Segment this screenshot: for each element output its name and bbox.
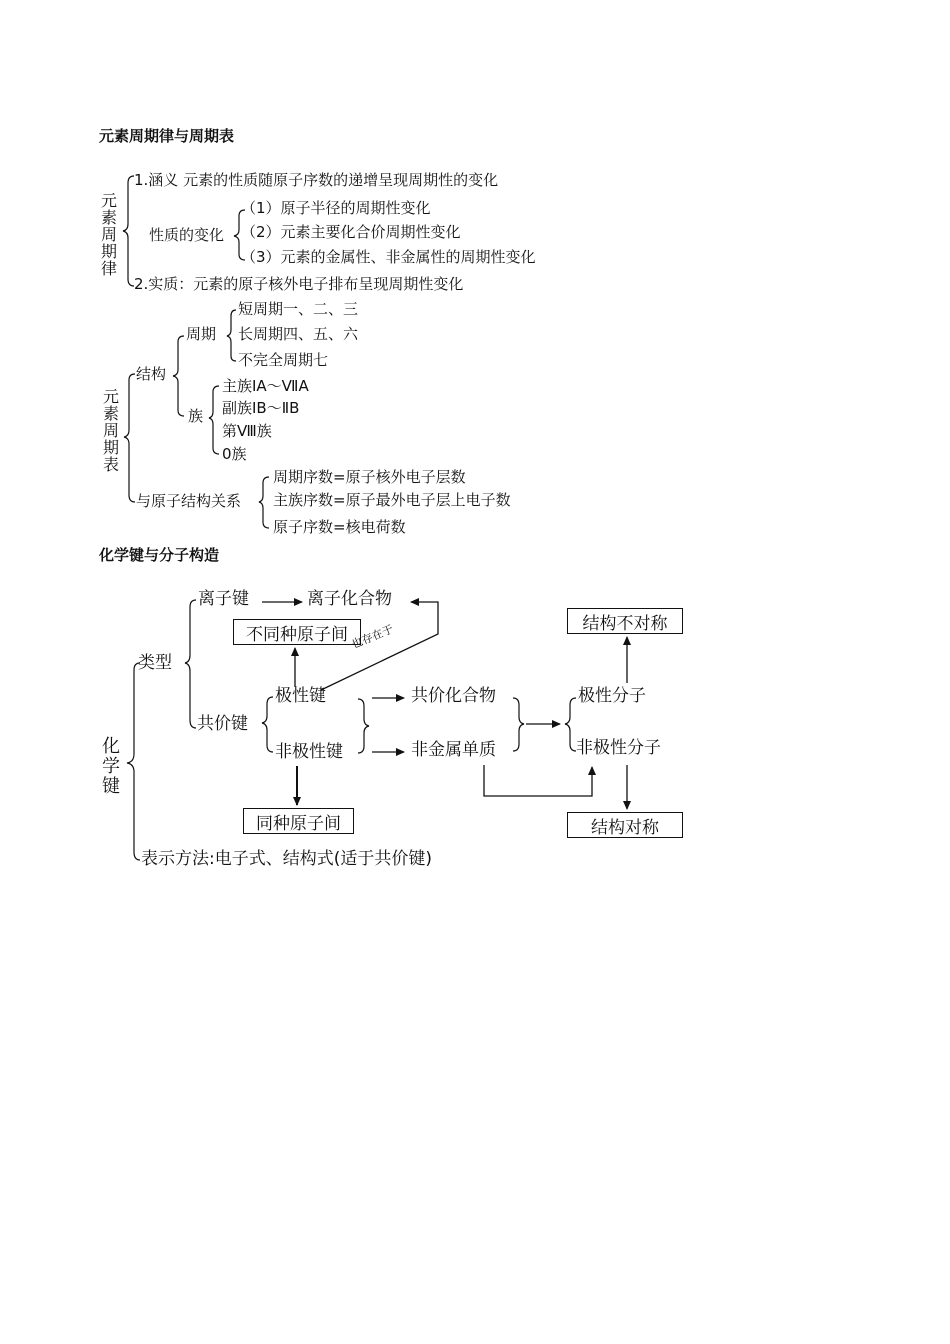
group-item: 第Ⅷ族 (222, 422, 272, 440)
brace-table (124, 374, 135, 502)
period-item: 短周期一、二、三 (238, 300, 359, 318)
law-meaning: 1.涵义 元素的性质随原子序数的递增呈现周期性的变化 (134, 171, 499, 189)
change-label: 性质的变化 (149, 226, 225, 244)
group-item: 主族ⅠA～ⅦA (222, 377, 309, 395)
same-atoms-box: 同种原子间 (243, 808, 354, 834)
brace-bonds-right (358, 699, 369, 753)
table-label: 元素周期表 (102, 387, 119, 474)
relation-item: 主族序数=原子最外电子层上电子数 (273, 491, 511, 509)
also-exists-label: 也存在于 (349, 622, 396, 652)
change-item: （1）原子半径的周期性变化 (241, 199, 431, 217)
period-item: 不完全周期七 (238, 351, 329, 369)
polar-bond: 极性键 (275, 686, 326, 706)
relation-item: 周期序数=原子核外电子层数 (273, 468, 466, 486)
law-label: 元素周期律 (100, 191, 117, 278)
arrow-element-to-nonpolar (484, 765, 592, 796)
section2-title: 化学键与分子构造 (99, 546, 220, 564)
nonmetal-element: 非金属单质 (411, 740, 496, 760)
relation-label: 与原子结构关系 (136, 492, 242, 510)
covalent-compound: 共价化合物 (411, 686, 496, 706)
symmetric-box: 结构对称 (567, 812, 683, 838)
period-label: 周期 (186, 325, 217, 343)
ionic-compound: 离子化合物 (307, 589, 392, 609)
change-item: （2）元素主要化合价周期性变化 (241, 223, 461, 241)
chemical-bond-root: 化学键 (102, 736, 120, 797)
brace-changes (234, 210, 245, 260)
nonpolar-molecule: 非极性分子 (576, 738, 661, 758)
relation-item: 原子序数=核电荷数 (273, 518, 406, 536)
group-item: 0族 (222, 445, 247, 463)
period-item: 长周期四、五、六 (238, 325, 359, 343)
braces (123, 176, 576, 860)
ionic-bond: 离子键 (198, 589, 249, 609)
arrows (262, 602, 627, 809)
brace-chemical-bond (127, 663, 140, 860)
arrow-also-exists (321, 602, 438, 690)
polar-molecule: 极性分子 (578, 686, 646, 706)
nonpolar-bond: 非极性键 (275, 742, 343, 762)
brace-group (209, 386, 219, 454)
section1-title: 元素周期律与周期表 (99, 127, 235, 145)
change-item: （3）元素的金属性、非金属性的周期性变化 (241, 248, 536, 266)
covalent-bond: 共价键 (197, 714, 248, 734)
asymmetric-box: 结构不对称 (567, 608, 683, 634)
different-atoms-box: 不同种原子间 (233, 619, 361, 645)
representation-text: 表示方法:电子式、结构式(适于共价键) (141, 849, 432, 869)
group-label: 族 (188, 407, 204, 425)
brace-type (185, 600, 196, 728)
type-label: 类型 (138, 653, 172, 673)
brace-covalent (262, 697, 273, 752)
structure-label: 结构 (136, 365, 167, 383)
brace-relation (259, 477, 269, 528)
brace-law (123, 176, 134, 286)
brace-molecules (565, 698, 576, 751)
brace-products-right (513, 698, 524, 751)
brace-period (227, 310, 236, 361)
group-item: 副族ⅠB～ⅡB (222, 399, 300, 417)
brace-structure (173, 336, 184, 416)
law-essence: 2.实质：元素的原子核外电子排布呈现周期性变化 (134, 275, 464, 293)
